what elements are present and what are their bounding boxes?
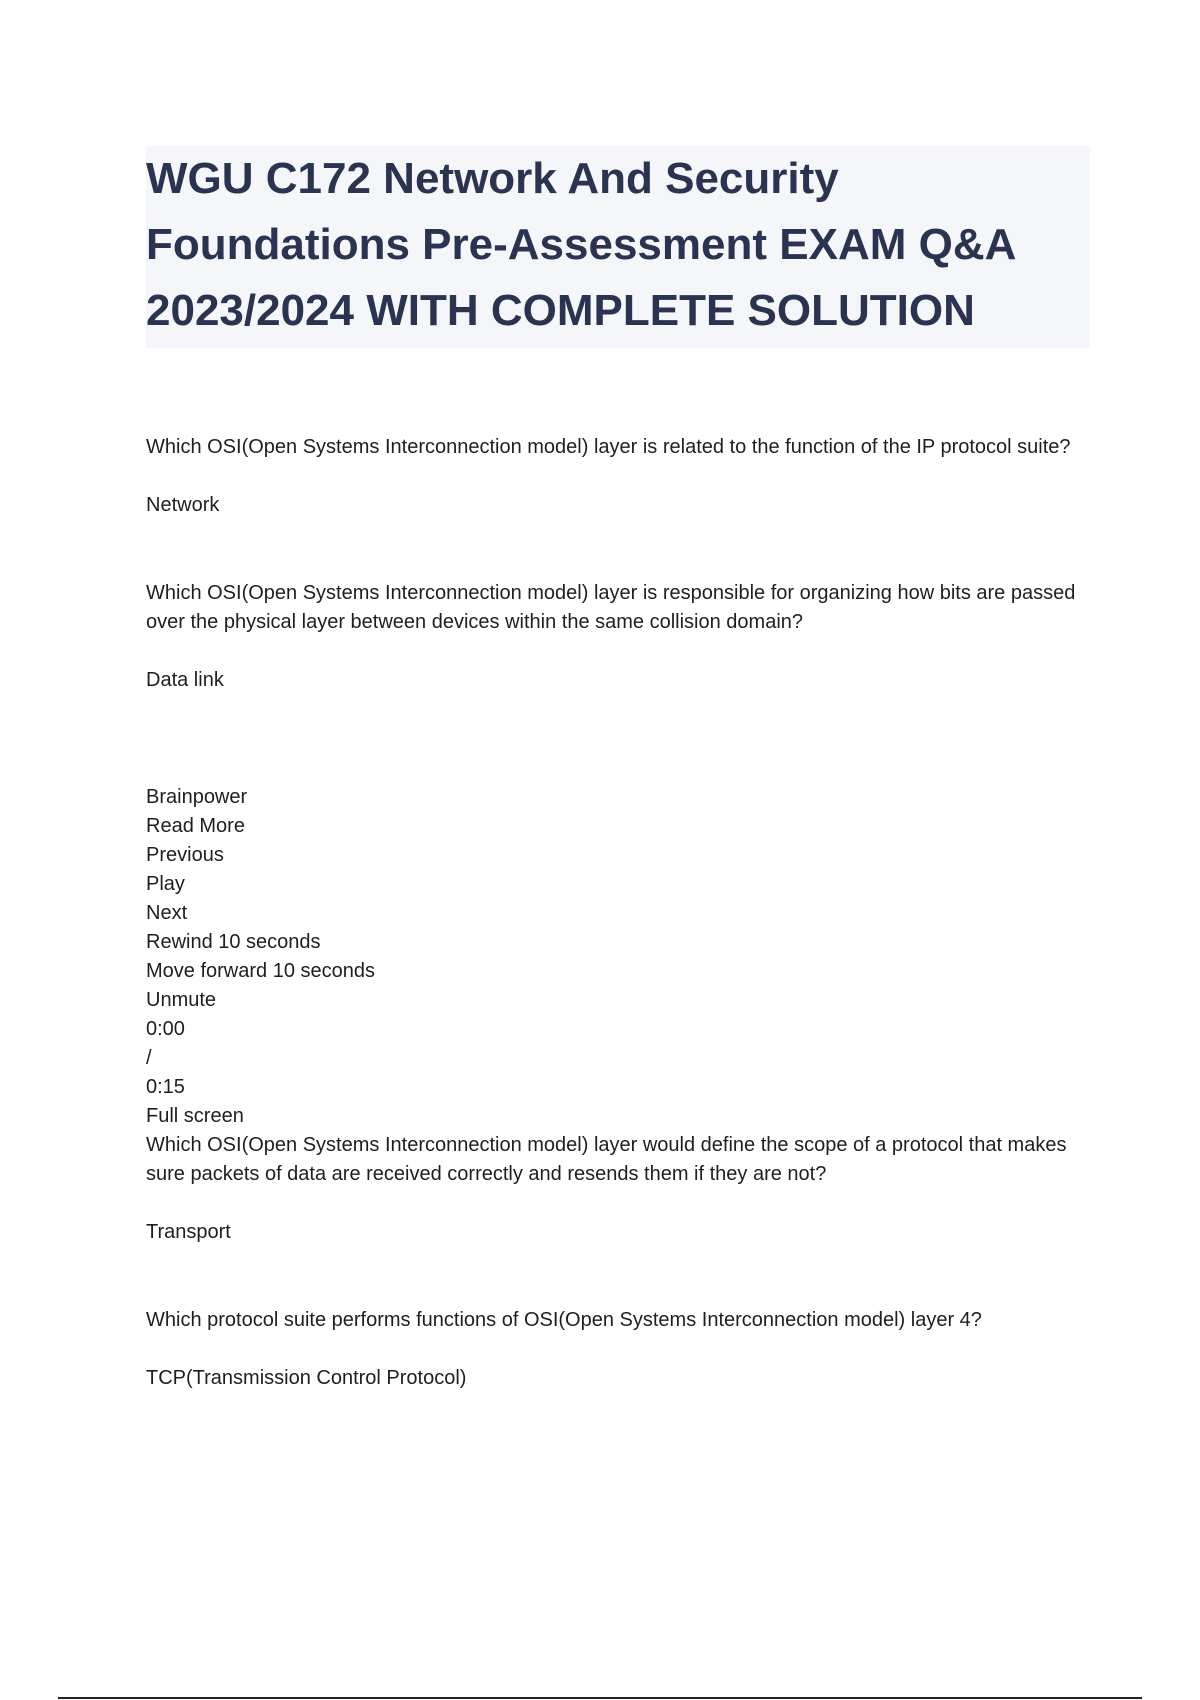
embedded-media-player-text bbox=[146, 783, 1090, 1131]
question-text: Which protocol suite performs functions of OSI(Open Systems Interconnection model) layer 4? bbox=[146, 1309, 982, 1331]
read-more-link[interactable]: Read More bbox=[146, 815, 245, 837]
qa-item-4 bbox=[146, 1306, 1090, 1393]
question-text: Which OSI(Open Systems Interconnection model) layer is related to the function of the IP protocol suite? bbox=[146, 436, 1071, 458]
previous-button[interactable]: Previous bbox=[146, 844, 224, 866]
qa-item-2 bbox=[146, 579, 1090, 695]
answer-text: Transport bbox=[146, 1221, 231, 1243]
unmute-button[interactable]: Unmute bbox=[146, 989, 217, 1011]
question-text: Which OSI(Open Systems Interconnection model) layer would define the scope of a protocol that makes sure packets of data are received correctly and resends them if they are not? bbox=[146, 1134, 1067, 1185]
media-brand: Brainpower bbox=[146, 786, 248, 808]
duration: 0:15 bbox=[146, 1076, 185, 1098]
page-bottom-rule bbox=[58, 1697, 1142, 1699]
forward-button[interactable]: Move forward 10 seconds bbox=[146, 960, 376, 982]
answer-text: Network bbox=[146, 494, 220, 516]
document-title: WGU C172 Network And Security Foundations Pre-Assessment EXAM Q&A 2023/2024 WITH COMPLETE SOLUTION bbox=[146, 154, 1017, 335]
current-time: 0:00 bbox=[146, 1018, 185, 1040]
rewind-button[interactable]: Rewind 10 seconds bbox=[146, 931, 321, 953]
time-separator: / bbox=[146, 1047, 152, 1069]
document-body bbox=[146, 433, 1090, 1393]
qa-item-1 bbox=[146, 433, 1090, 520]
answer-text: TCP(Transmission Control Protocol) bbox=[146, 1367, 467, 1389]
next-button[interactable]: Next bbox=[146, 902, 188, 924]
qa-item-3 bbox=[146, 1131, 1090, 1247]
answer-text: Data link bbox=[146, 669, 224, 691]
fullscreen-button[interactable]: Full screen bbox=[146, 1105, 244, 1127]
play-button[interactable]: Play bbox=[146, 873, 185, 895]
title-banner bbox=[146, 146, 1090, 348]
question-text: Which OSI(Open Systems Interconnection model) layer is responsible for organizing how bits are passed over the physical layer between devices within the same collision domain? bbox=[146, 582, 1076, 633]
